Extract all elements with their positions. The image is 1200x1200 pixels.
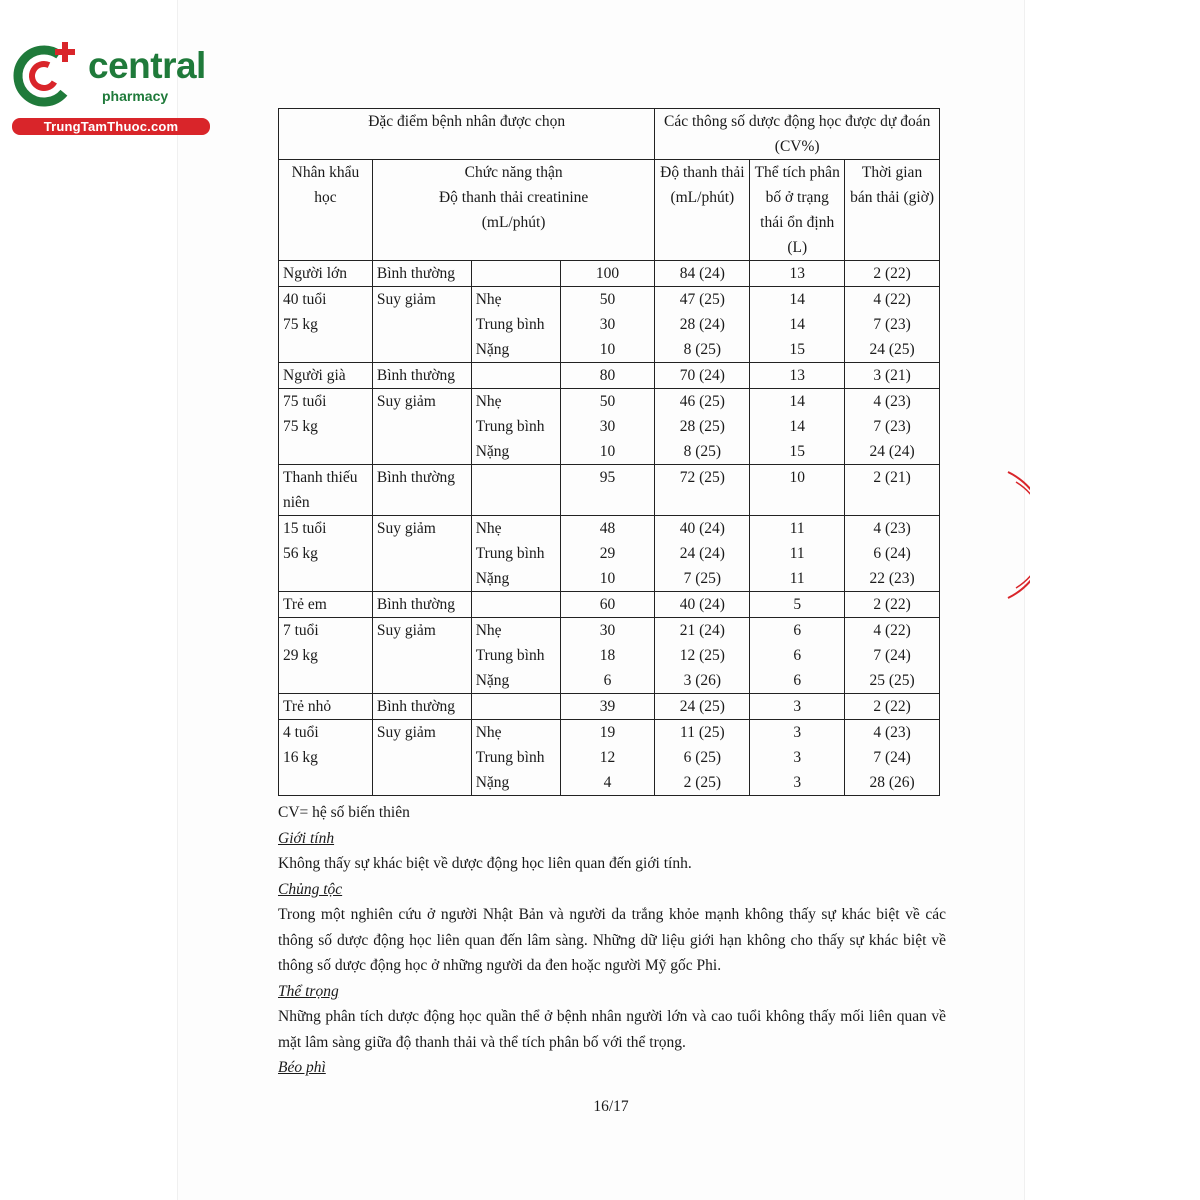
crcl-cell: 19	[560, 720, 655, 746]
crcl-cell: 10	[560, 337, 655, 363]
severity-cell: Nặng	[471, 439, 560, 465]
demographic-cell: 56 kg	[279, 541, 373, 566]
volume-cell: 14	[750, 414, 845, 439]
renal-function-cell	[372, 337, 471, 363]
table-row	[279, 337, 940, 363]
severity-cell	[471, 465, 560, 516]
col-demographics: Nhân khẩu học	[279, 160, 373, 261]
renal-function-cell	[372, 312, 471, 337]
table-header-row	[279, 109, 940, 160]
brand-sub: pharmacy	[102, 88, 169, 104]
renal-function-cell: Suy giảm	[372, 516, 471, 542]
crcl-cell: 30	[560, 618, 655, 644]
demographic-cell: Trẻ nhỏ	[279, 694, 373, 720]
table-row	[279, 566, 940, 592]
severity-cell: Nhẹ	[471, 516, 560, 542]
crcl-cell: 10	[560, 439, 655, 465]
volume-cell: 11	[750, 566, 845, 592]
severity-cell: Trung bình	[471, 312, 560, 337]
section-heading: Giới tính	[278, 829, 335, 847]
table-row	[279, 694, 940, 720]
table-row	[279, 312, 940, 337]
half-life-cell: 2 (21)	[845, 465, 940, 516]
half-life-cell: 4 (23)	[845, 720, 940, 746]
clearance-cell: 84 (24)	[655, 261, 750, 287]
demographic-cell: 4 tuổi	[279, 720, 373, 746]
severity-cell: Nặng	[471, 668, 560, 694]
volume-cell: 15	[750, 337, 845, 363]
demographic-cell: Thanh thiếu niên	[279, 465, 373, 516]
footnote: CV= hệ số biến thiên	[278, 804, 410, 821]
clearance-cell: 40 (24)	[655, 516, 750, 542]
crcl-cell: 18	[560, 643, 655, 668]
clearance-cell: 6 (25)	[655, 745, 750, 770]
clearance-cell: 8 (25)	[655, 337, 750, 363]
half-life-cell: 24 (24)	[845, 439, 940, 465]
volume-cell: 14	[750, 389, 845, 415]
col-clearance: Độ thanh thải (mL/phút)	[655, 160, 750, 261]
renal-function-cell	[372, 668, 471, 694]
table-row	[279, 287, 940, 313]
demographic-cell: 75 kg	[279, 414, 373, 439]
severity-cell	[471, 592, 560, 618]
table-row	[279, 439, 940, 465]
volume-cell: 6	[750, 643, 845, 668]
half-life-cell: 28 (26)	[845, 770, 940, 796]
table-row	[279, 618, 940, 644]
table-row	[279, 414, 940, 439]
table-row	[279, 643, 940, 668]
table-subheader-row	[279, 160, 940, 261]
demographic-cell: 75 tuổi	[279, 389, 373, 415]
demographic-cell	[279, 337, 373, 363]
half-life-cell: 2 (22)	[845, 261, 940, 287]
clearance-cell: 28 (25)	[655, 414, 750, 439]
severity-cell: Nhẹ	[471, 389, 560, 415]
volume-cell: 13	[750, 363, 845, 389]
red-seal-stamp	[1000, 470, 1030, 600]
half-life-cell: 4 (22)	[845, 287, 940, 313]
renal-function-cell: Bình thường	[372, 592, 471, 618]
severity-cell: Nhẹ	[471, 720, 560, 746]
table-row	[279, 465, 940, 516]
severity-cell	[471, 363, 560, 389]
col-volume: Thể tích phân bố ở trạng thái ổn định (L)	[750, 160, 845, 261]
clearance-cell: 70 (24)	[655, 363, 750, 389]
table-row	[279, 363, 940, 389]
table-row	[279, 668, 940, 694]
severity-cell	[471, 694, 560, 720]
severity-cell: Nhẹ	[471, 618, 560, 644]
demographic-cell: Trẻ em	[279, 592, 373, 618]
clearance-cell: 3 (26)	[655, 668, 750, 694]
renal-function-cell: Suy giảm	[372, 389, 471, 415]
col-half-life: Thời gian bán thải (giờ)	[845, 160, 940, 261]
demographic-cell: Người lớn	[279, 261, 373, 287]
renal-function-cell	[372, 643, 471, 668]
half-life-cell: 2 (22)	[845, 592, 940, 618]
clearance-cell: 40 (24)	[655, 592, 750, 618]
table-row	[279, 389, 940, 415]
half-life-cell: 25 (25)	[845, 668, 940, 694]
col-renal-line-2: Độ thanh thải creatinine	[438, 189, 589, 206]
crcl-cell: 39	[560, 694, 655, 720]
demographic-cell: 7 tuổi	[279, 618, 373, 644]
section-heading: Thể trọng	[278, 982, 339, 1000]
demographic-cell	[279, 566, 373, 592]
clearance-cell: 11 (25)	[655, 720, 750, 746]
section-text: Những phân tích dược động học quần thể ở bệnh nhân người lớn và cao tuổi không thấy mối liên quan về mặt lâm sàng giữa độ thanh thải và thể tích phân bố với thể trọng.	[278, 1008, 946, 1051]
renal-function-cell: Bình thường	[372, 363, 471, 389]
renal-function-cell: Suy giảm	[372, 618, 471, 644]
volume-cell: 3	[750, 720, 845, 746]
section-obesity	[278, 1055, 946, 1081]
header-patient-characteristics: Đặc điểm bệnh nhân được chọn	[279, 109, 655, 160]
half-life-cell: 4 (23)	[845, 389, 940, 415]
renal-function-cell	[372, 414, 471, 439]
severity-cell: Trung bình	[471, 414, 560, 439]
section-race	[278, 877, 946, 979]
clearance-cell: 12 (25)	[655, 643, 750, 668]
half-life-cell: 22 (23)	[845, 566, 940, 592]
severity-cell: Nặng	[471, 566, 560, 592]
clearance-cell: 72 (25)	[655, 465, 750, 516]
crcl-cell: 100	[560, 261, 655, 287]
crcl-cell: 6	[560, 668, 655, 694]
crcl-cell: 10	[560, 566, 655, 592]
central-logo-icon	[10, 38, 82, 110]
clearance-cell: 46 (25)	[655, 389, 750, 415]
table-row	[279, 745, 940, 770]
table-row	[279, 541, 940, 566]
brand-logo[interactable]	[10, 38, 215, 138]
section-weight	[278, 979, 946, 1056]
half-life-cell: 4 (22)	[845, 618, 940, 644]
crcl-cell: 12	[560, 745, 655, 770]
section-heading: Béo phì	[278, 1059, 326, 1076]
half-life-cell: 6 (24)	[845, 541, 940, 566]
clearance-cell: 2 (25)	[655, 770, 750, 796]
volume-cell: 6	[750, 668, 845, 694]
crcl-cell: 60	[560, 592, 655, 618]
half-life-cell: 7 (23)	[845, 312, 940, 337]
half-life-cell: 7 (23)	[845, 414, 940, 439]
clearance-cell: 28 (24)	[655, 312, 750, 337]
demographic-cell: 75 kg	[279, 312, 373, 337]
clearance-cell: 21 (24)	[655, 618, 750, 644]
half-life-cell: 2 (22)	[845, 694, 940, 720]
col-renal-function	[372, 160, 655, 261]
volume-cell: 5	[750, 592, 845, 618]
renal-function-cell: Bình thường	[372, 261, 471, 287]
volume-cell: 6	[750, 618, 845, 644]
clearance-cell: 7 (25)	[655, 566, 750, 592]
volume-cell: 11	[750, 541, 845, 566]
renal-function-cell	[372, 439, 471, 465]
brand-site: TrungTamThuoc.com	[12, 118, 210, 135]
crcl-cell: 30	[560, 414, 655, 439]
crcl-cell: 50	[560, 287, 655, 313]
clearance-cell: 47 (25)	[655, 287, 750, 313]
volume-cell: 13	[750, 261, 845, 287]
col-renal-line-3: (mL/phút)	[481, 214, 546, 231]
section-text: Trong một nghiên cứu ở người Nhật Bản và người da trắng khỏe mạnh không thấy sự khác biệt về các thông số dược động học liên quan đến lâm sàng. Những dữ liệu giới hạn không cho thấy sự khác biệt về thông số dược động học ở những người da đen hoặc người Mỹ gốc Phi.	[278, 906, 946, 974]
half-life-cell: 7 (24)	[845, 643, 940, 668]
section-heading: Chủng tộc	[278, 880, 343, 898]
table-row	[279, 592, 940, 618]
severity-cell	[471, 261, 560, 287]
severity-cell: Trung bình	[471, 541, 560, 566]
volume-cell: 3	[750, 770, 845, 796]
section-gender	[278, 826, 946, 877]
renal-function-cell	[372, 541, 471, 566]
half-life-cell: 3 (21)	[845, 363, 940, 389]
brand-name: central	[88, 45, 206, 86]
volume-cell: 3	[750, 745, 845, 770]
severity-cell: Trung bình	[471, 643, 560, 668]
renal-function-cell: Suy giảm	[372, 287, 471, 313]
text-content	[278, 800, 946, 1081]
demographic-cell: 15 tuổi	[279, 516, 373, 542]
renal-function-cell: Bình thường	[372, 465, 471, 516]
demographic-cell: 29 kg	[279, 643, 373, 668]
demographic-cell	[279, 668, 373, 694]
crcl-cell: 95	[560, 465, 655, 516]
volume-cell: 14	[750, 287, 845, 313]
renal-function-cell	[372, 745, 471, 770]
crcl-cell: 80	[560, 363, 655, 389]
col-renal-line-1: Chức năng thận	[464, 164, 563, 181]
half-life-cell: 4 (23)	[845, 516, 940, 542]
header-pk-parameters: Các thông số dược động học được dự đoán (CV%)	[655, 109, 940, 160]
crcl-cell: 50	[560, 389, 655, 415]
crcl-cell: 48	[560, 516, 655, 542]
half-life-cell: 24 (25)	[845, 337, 940, 363]
renal-function-cell: Suy giảm	[372, 720, 471, 746]
table-row	[279, 516, 940, 542]
demographic-cell	[279, 770, 373, 796]
demographic-cell: 16 kg	[279, 745, 373, 770]
crcl-cell: 29	[560, 541, 655, 566]
table-row	[279, 720, 940, 746]
section-text: Không thấy sự khác biệt về dược động học liên quan đến giới tính.	[278, 855, 692, 872]
renal-function-cell	[372, 770, 471, 796]
clearance-cell: 8 (25)	[655, 439, 750, 465]
severity-cell: Nặng	[471, 337, 560, 363]
severity-cell: Trung bình	[471, 745, 560, 770]
clearance-cell: 24 (25)	[655, 694, 750, 720]
demographic-cell	[279, 439, 373, 465]
severity-cell: Nhẹ	[471, 287, 560, 313]
half-life-cell: 7 (24)	[845, 745, 940, 770]
crcl-cell: 30	[560, 312, 655, 337]
demographic-cell: 40 tuổi	[279, 287, 373, 313]
crcl-cell: 4	[560, 770, 655, 796]
table-row	[279, 261, 940, 287]
volume-cell: 11	[750, 516, 845, 542]
pk-table	[278, 108, 940, 796]
demographic-cell: Người già	[279, 363, 373, 389]
renal-function-cell	[372, 566, 471, 592]
volume-cell: 14	[750, 312, 845, 337]
table-row	[279, 770, 940, 796]
clearance-cell: 24 (24)	[655, 541, 750, 566]
volume-cell: 15	[750, 439, 845, 465]
renal-function-cell: Bình thường	[372, 694, 471, 720]
severity-cell: Nặng	[471, 770, 560, 796]
page-number: 16/17	[593, 1098, 629, 1115]
volume-cell: 10	[750, 465, 845, 516]
volume-cell: 3	[750, 694, 845, 720]
